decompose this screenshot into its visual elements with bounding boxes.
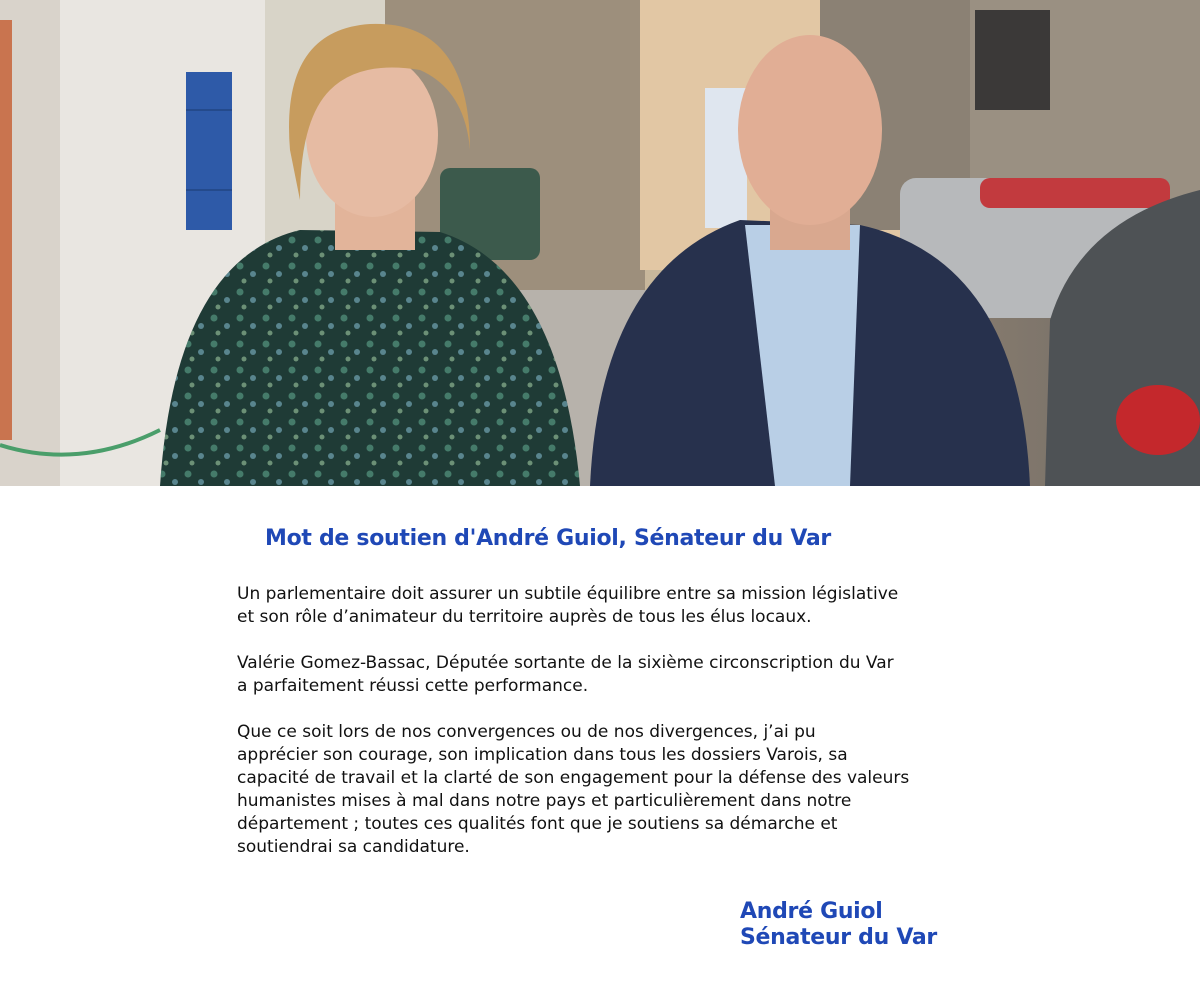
signature-block (740, 899, 937, 951)
blue-shutter (186, 72, 232, 230)
letter-body (237, 583, 977, 882)
header-photo (0, 0, 1200, 486)
paragraph-1: Un parlementaire doit assurer un subtile équilibre entre sa mission législative et son rôle d’animateur du territoire auprès de tous les élus locaux. (237, 584, 899, 627)
man-face (738, 35, 882, 225)
paragraph-3: Que ce soit lors de nos convergences ou de nos divergences, j’ai pu apprécier son courage, son implication dans tous les dossiers Varois, sa capacité de travail et la clarté de son engagement pour la défense des valeurs humanistes mises à mal dans notre pays et particulièrement dans notre département ; toutes ces qualités font que je soutiens sa démarche et soutiendrai sa candidature. (237, 722, 910, 857)
page-title: Mot de soutien d'André Guiol, Sénateur du Var (265, 526, 831, 551)
signature-role: Sénateur du Var (740, 925, 937, 950)
photo-illustration (0, 0, 1200, 486)
paragraph-2: Valérie Gomez-Bassac, Députée sortante de la sixième circonscription du Var a parfaitement réussi cette performance. (237, 653, 894, 696)
signature-name: André Guiol (740, 899, 883, 924)
